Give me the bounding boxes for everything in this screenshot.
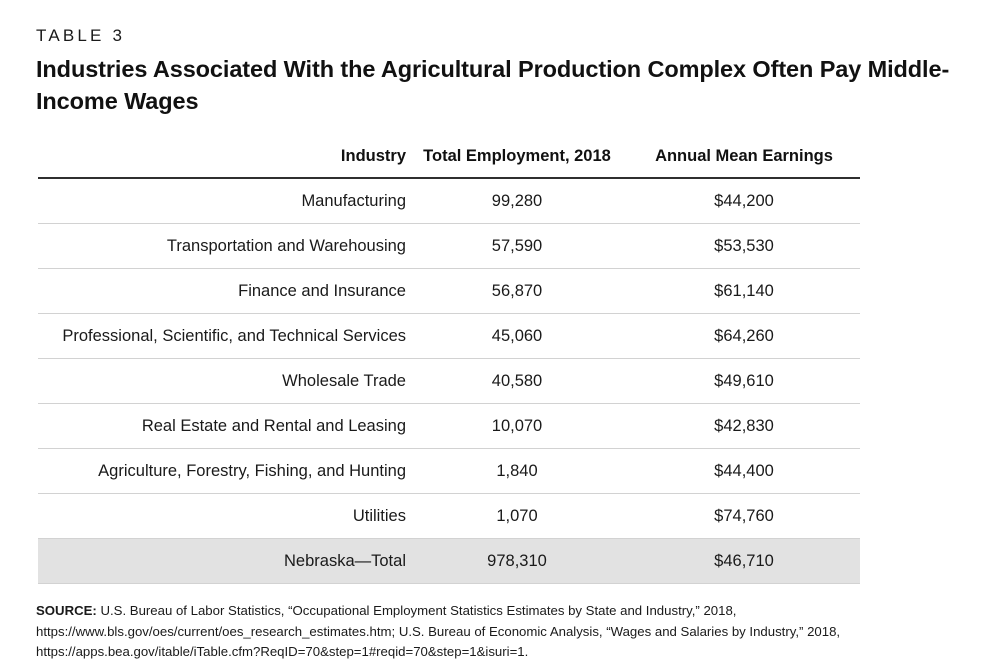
cell-total-earnings: $46,710 xyxy=(628,539,860,584)
cell-employment: 45,060 xyxy=(406,314,628,359)
cell-employment: 99,280 xyxy=(406,178,628,224)
cell-earnings: $64,260 xyxy=(628,314,860,359)
table-number-label: TABLE 3 xyxy=(36,26,126,45)
data-table xyxy=(38,147,860,584)
cell-employment: 40,580 xyxy=(406,359,628,404)
cell-employment: 56,870 xyxy=(406,269,628,314)
cell-earnings: $61,140 xyxy=(628,269,860,314)
table-row xyxy=(38,404,860,449)
cell-employment: 57,590 xyxy=(406,224,628,269)
table-row xyxy=(38,269,860,314)
cell-industry: Professional, Scientific, and Technical Services xyxy=(38,314,406,359)
table-row xyxy=(38,178,860,224)
cell-industry: Agriculture, Forestry, Fishing, and Hunting xyxy=(38,449,406,494)
cell-earnings: $42,830 xyxy=(628,404,860,449)
table-row xyxy=(38,449,860,494)
table-row xyxy=(38,359,860,404)
source-text: U.S. Bureau of Labor Statistics, “Occupational Employment Statistics Estimates by State and Industry,” 2018, https://www.bls.gov/oes/current/oes_research_estimates.htm; U.S. Bureau of Economic Analysis, “Wages and Salaries by Industry,” 2018, https://apps.bea.gov/itable/iTable.cfm?ReqID=70&step=1#reqid=70&step=1&isuri=1. xyxy=(36,603,841,660)
cell-industry: Wholesale Trade xyxy=(38,359,406,404)
table-header-row xyxy=(38,147,860,178)
cell-earnings: $44,400 xyxy=(628,449,860,494)
cell-industry: Finance and Insurance xyxy=(38,269,406,314)
cell-industry: Transportation and Warehousing xyxy=(38,224,406,269)
table-row xyxy=(38,224,860,269)
page-title: Industries Associated With the Agricultural Production Complex Often Pay Middle-Income Wages xyxy=(36,56,950,114)
cell-industry: Real Estate and Rental and Leasing xyxy=(38,404,406,449)
table-body xyxy=(38,178,860,584)
table-header xyxy=(38,147,860,178)
cell-earnings: $44,200 xyxy=(628,178,860,224)
cell-employment: 10,070 xyxy=(406,404,628,449)
cell-earnings: $49,610 xyxy=(628,359,860,404)
cell-earnings: $53,530 xyxy=(628,224,860,269)
cell-earnings: $74,760 xyxy=(628,494,860,539)
source-label: SOURCE: xyxy=(36,603,97,619)
cell-employment: 1,840 xyxy=(406,449,628,494)
cell-industry: Utilities xyxy=(38,494,406,539)
table-row xyxy=(38,314,860,359)
source-note xyxy=(36,601,866,662)
column-header-earnings: Annual Mean Earnings xyxy=(628,147,860,178)
table-row xyxy=(38,494,860,539)
cell-total-employment: 978,310 xyxy=(406,539,628,584)
table-total-row xyxy=(38,539,860,584)
column-header-industry: Industry xyxy=(38,147,406,178)
cell-industry: Manufacturing xyxy=(38,178,406,224)
column-header-employment: Total Employment, 2018 xyxy=(406,147,628,178)
cell-total-label: Nebraska—Total xyxy=(38,539,406,584)
cell-employment: 1,070 xyxy=(406,494,628,539)
